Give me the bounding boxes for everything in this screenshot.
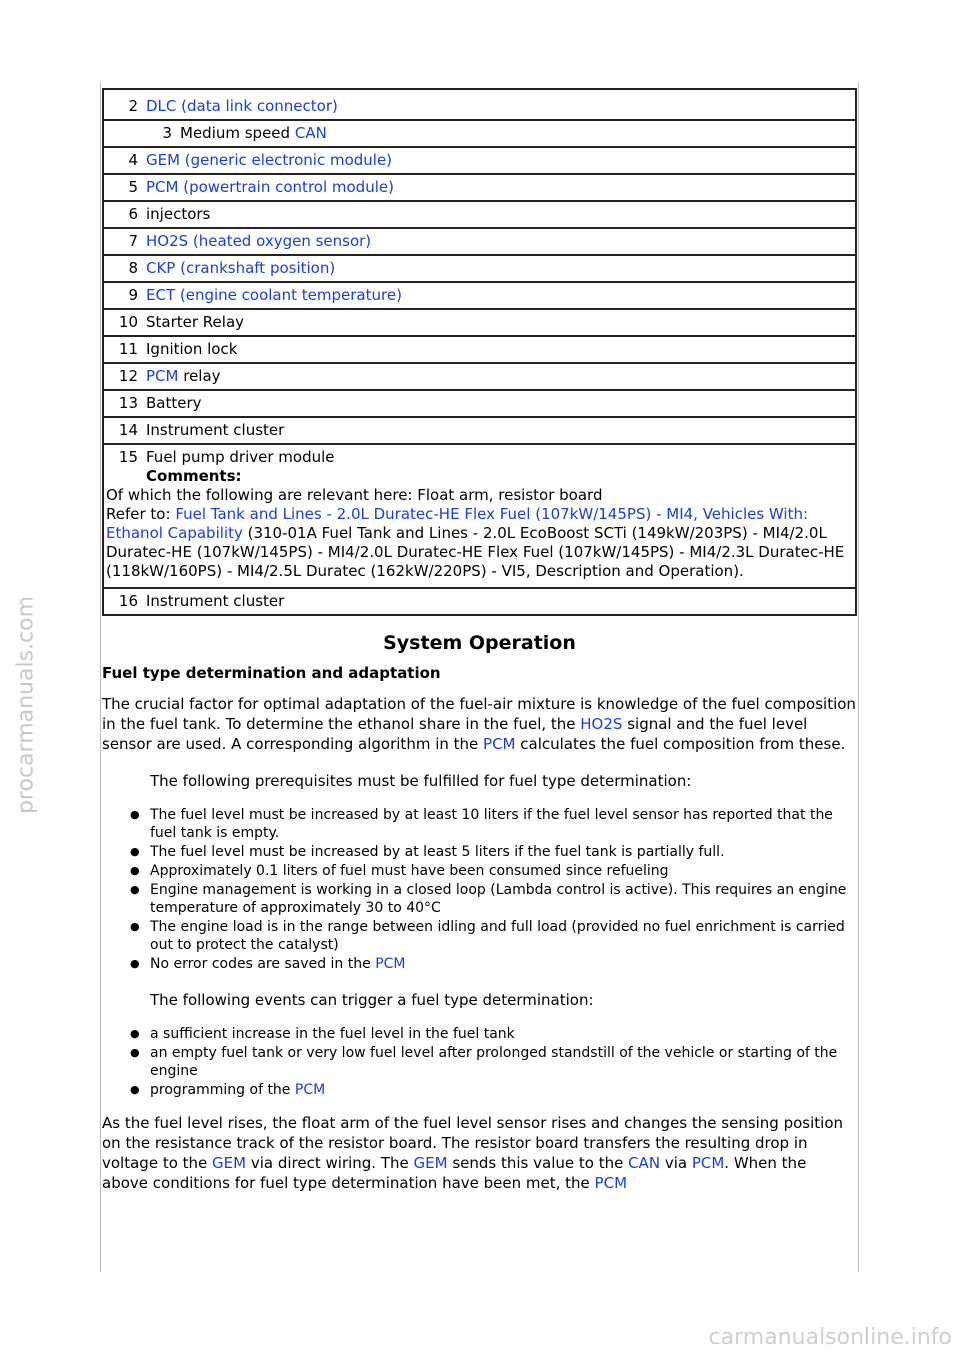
legend-row — [103, 309, 856, 336]
legend-row — [103, 588, 856, 615]
legend-row — [103, 390, 856, 417]
legend-text: injectors — [146, 205, 211, 223]
legend-number: 6 — [128, 205, 138, 223]
legend-link[interactable]: ECT (engine coolant temperature) — [146, 286, 402, 304]
legend-number: 7 — [128, 232, 138, 250]
para2-link[interactable]: PCM — [691, 1154, 725, 1172]
list-item — [150, 1025, 857, 1043]
prereq-link[interactable]: PCM — [375, 956, 406, 972]
para2-link[interactable]: CAN — [628, 1154, 661, 1172]
legend-cell — [103, 282, 856, 309]
legend-number: 13 — [118, 394, 138, 412]
legend-cell — [103, 390, 856, 417]
legend-number: 3 — [162, 124, 172, 142]
legend-number: 14 — [118, 421, 138, 439]
legend-text: Starter Relay — [146, 313, 245, 331]
legend-cell — [103, 309, 856, 336]
events-list — [102, 1025, 857, 1099]
para1-link[interactable]: PCM — [483, 735, 516, 753]
legend-number: 4 — [128, 151, 138, 169]
prereq-text: The engine load is in the range between idling and full load (provided no fuel enrichment is carried out to protect the catalyst) — [150, 919, 845, 953]
prereq-text: Approximately 0.1 liters of fuel must have been consumed since refueling — [150, 863, 669, 879]
events-text: programming of the — [150, 1082, 295, 1098]
legend-cell — [103, 255, 856, 282]
legend-row — [103, 120, 856, 147]
para2-link[interactable]: GEM — [212, 1154, 247, 1172]
legend-number: 9 — [128, 286, 138, 304]
para2-text: sends this value to the — [447, 1154, 629, 1172]
legend-row — [103, 336, 856, 363]
legend-cell — [103, 89, 856, 120]
legend-text: Battery — [146, 394, 202, 412]
legend-row — [103, 89, 856, 120]
legend-text: relay — [178, 367, 221, 385]
legend-number: 10 — [118, 313, 138, 331]
section-title: System Operation — [383, 632, 576, 654]
legend-link[interactable]: HO2S (heated oxygen sensor) — [146, 232, 372, 250]
list-item — [150, 1081, 857, 1099]
para1-text: The crucial factor for optimal adaptation of the fuel-air mixture is knowledge of the fuel composition in the fuel tank. To determine the ethanol share in the fuel, the — [102, 695, 856, 733]
legend-row — [103, 255, 856, 282]
para2-link[interactable]: GEM — [413, 1154, 448, 1172]
legend-body — [103, 89, 856, 615]
para1-link[interactable]: HO2S — [580, 715, 623, 733]
list-item — [150, 1044, 857, 1080]
list-item — [150, 843, 857, 861]
legend-row — [103, 282, 856, 309]
legend-row — [103, 201, 856, 228]
list-item — [150, 862, 857, 880]
component-legend-table — [102, 88, 857, 616]
para2-link[interactable]: PCM — [594, 1174, 628, 1192]
sensing-paragraph — [102, 1113, 857, 1193]
side-watermark-text: procarmanuals.com — [13, 595, 39, 815]
legend-cell — [103, 588, 856, 615]
legend-link[interactable]: CKP (crankshaft position) — [146, 259, 336, 277]
prereq-text: The fuel level must be increased by at least 10 liters if the fuel level sensor has reported that the fuel tank is empty. — [150, 807, 833, 841]
events-text: a sufficient increase in the fuel level in the fuel tank — [150, 1026, 515, 1042]
legend-link[interactable]: GEM (generic electronic module) — [146, 151, 393, 169]
legend-row — [103, 417, 856, 444]
prerequisites-list — [102, 806, 857, 973]
legend-link[interactable]: DLC (data link connector) — [146, 97, 338, 115]
legend-number: 15 — [118, 448, 138, 466]
legend-link[interactable]: CAN — [294, 124, 327, 142]
legend-text: Medium speed — [180, 124, 295, 142]
legend-cell-comments — [103, 444, 856, 588]
legend-cell — [103, 228, 856, 255]
comments-relevant: Of which the following are relevant here: Float arm, resistor board — [106, 486, 603, 504]
legend-cell — [103, 363, 856, 390]
list-item — [150, 918, 857, 954]
legend-text: Instrument cluster — [146, 421, 285, 439]
events-text: an empty fuel tank or very low fuel level after prolonged standstill of the vehicle or starting of the engine — [150, 1045, 838, 1079]
legend-row — [103, 174, 856, 201]
events-lead: The following events can trigger a fuel type determination: — [150, 991, 594, 1009]
legend-text: Fuel pump driver module — [146, 448, 335, 466]
para1-text: calculates the fuel composition from these. — [515, 735, 846, 753]
legend-cell — [103, 417, 856, 444]
legend-text: Ignition lock — [146, 340, 238, 358]
right-margin-line — [858, 82, 859, 1272]
legend-number: 12 — [118, 367, 138, 385]
para2-text: via direct wiring. The — [246, 1154, 414, 1172]
legend-link[interactable]: PCM (powertrain control module) — [146, 178, 394, 196]
legend-cell — [103, 201, 856, 228]
legend-row — [103, 363, 856, 390]
events-link[interactable]: PCM — [294, 1082, 326, 1098]
para2-text: As the fuel level rises, the float arm of the fuel level sensor rises and changes the sensing position on the resistance track of the resistor board. The resistor board transfers the resulting drop in voltage to the — [102, 1114, 844, 1172]
legend-row — [103, 444, 856, 588]
refer-text: Refer to: — [106, 505, 176, 523]
legend-text: Instrument cluster — [146, 592, 285, 610]
side-watermark — [8, 540, 44, 870]
legend-number: 8 — [128, 259, 138, 277]
para2-text: via — [660, 1154, 692, 1172]
subsection-title: Fuel type determination and adaptation — [102, 664, 441, 682]
comments-label: Comments: — [146, 467, 242, 485]
page-content — [102, 88, 857, 1207]
refer-link[interactable]: Fuel Tank and Lines - 2.0L Duratec-HE Flex Fuel (107kW/145PS) - MI4, Vehicles With: Ethanol Capability — [106, 505, 809, 542]
legend-cell — [103, 147, 856, 174]
legend-cell — [103, 120, 856, 147]
legend-row — [103, 147, 856, 174]
refer-text: (310-01A Fuel Tank and Lines - 2.0L EcoBoost SCTi (149kW/203PS) - MI4/2.0L Duratec-HE (107kW/145PS) - MI4/2.0L Duratec-HE Flex Fuel (107kW/145PS) - MI4/2.3L Duratec-HE (118kW/160PS) - MI4/2.5L Duratec (162kW/220PS) - VI5, Description and Operation). — [106, 524, 845, 580]
list-item — [150, 955, 857, 973]
legend-number: 2 — [128, 97, 138, 115]
legend-cell — [103, 336, 856, 363]
bottom-watermark: carmanualsonline.info — [708, 1325, 952, 1350]
list-item — [150, 806, 857, 842]
legend-row — [103, 228, 856, 255]
para2-text: . When the above conditions for fuel type determination have been met, the — [102, 1154, 807, 1192]
prerequisites-lead: The following prerequisites must be fulfilled for fuel type determination: — [150, 772, 692, 790]
legend-number: 5 — [128, 178, 138, 196]
legend-link[interactable]: PCM — [146, 367, 179, 385]
legend-number: 16 — [118, 592, 138, 610]
list-item — [150, 881, 857, 917]
legend-number: 11 — [118, 340, 138, 358]
legend-cell — [103, 174, 856, 201]
prereq-text: The fuel level must be increased by at least 5 liters if the fuel tank is partially full. — [150, 844, 725, 860]
left-margin-line — [100, 82, 101, 1272]
prereq-text: Engine management is working in a closed loop (Lambda control is active). This requires an engine temperature of approximately 30 to 40°C — [150, 882, 847, 916]
para1-text: signal and the fuel level sensor are used. A corresponding algorithm in the — [102, 715, 808, 753]
intro-paragraph — [102, 694, 857, 754]
prereq-text: No error codes are saved in the — [150, 956, 376, 972]
comments-refer — [106, 505, 851, 581]
